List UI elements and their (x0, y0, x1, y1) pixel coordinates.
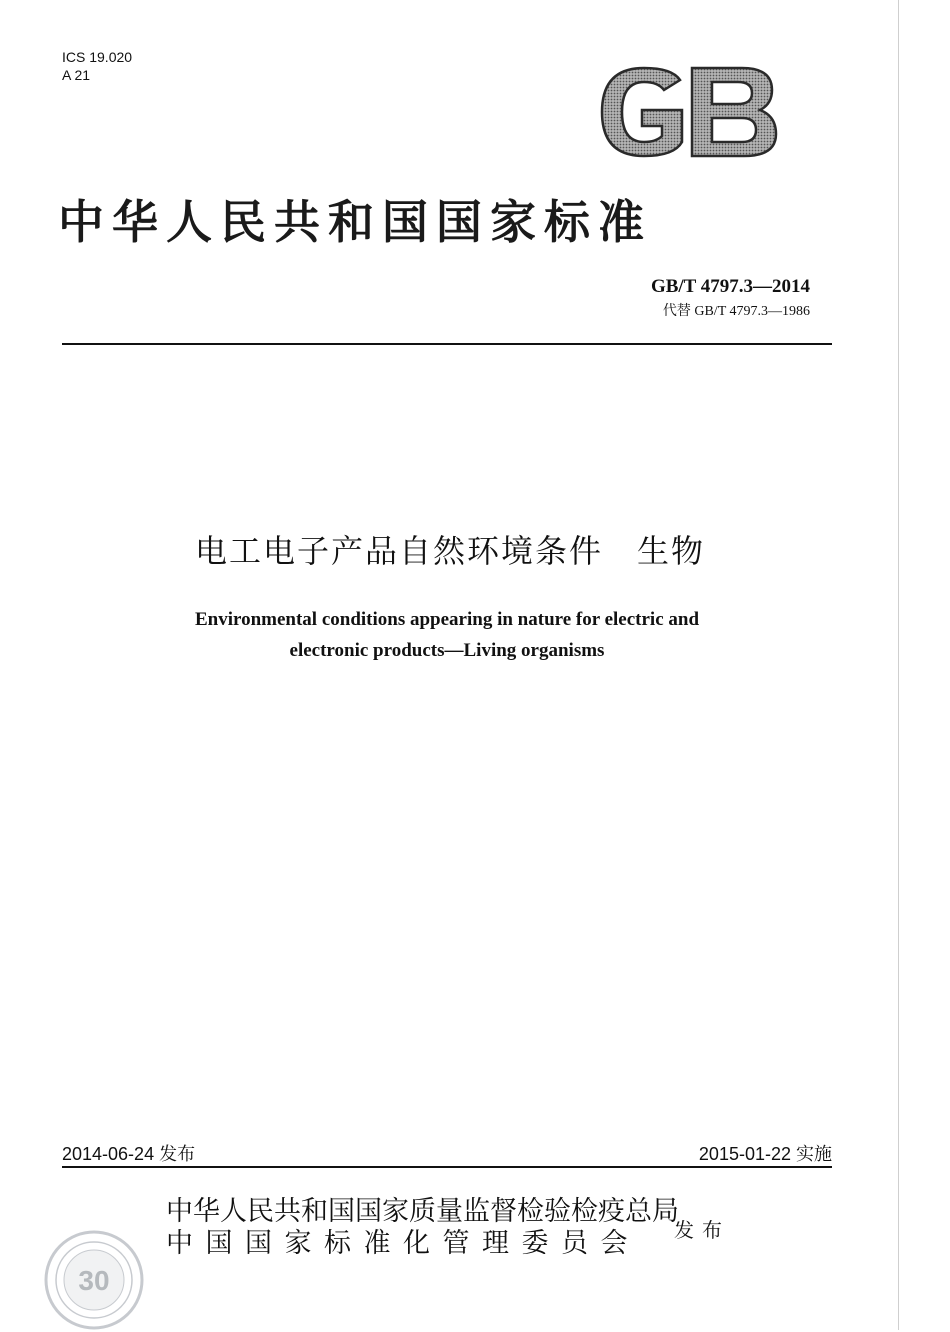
class-code: A 21 (62, 67, 91, 83)
issuer-aqsiq: 中华人民共和国国家质量监督检验检疫总局 (166, 1196, 679, 1227)
replaces-note: 代替 GB/T 4797.3—1986 (662, 304, 810, 319)
issuing-authorities (166, 1196, 679, 1260)
classification-codes (62, 48, 132, 84)
publish-label: 发布 (674, 1218, 730, 1242)
ics-code: ICS 19.020 (62, 49, 133, 65)
document-title-en (0, 604, 894, 666)
issuer-sac: 中国国家标准化管理委员会 (166, 1228, 640, 1259)
page-edge-line (898, 0, 899, 1330)
issue-date: 2014-06-24 发布 (62, 1144, 196, 1164)
gb-logo-text: GB (592, 62, 594, 63)
seal-text: 30 (78, 1265, 110, 1296)
document-title-cn: 电工电子产品自然环境条件 生物 (194, 532, 705, 570)
national-standard-heading: 中华人民共和国国家标准 (58, 195, 652, 249)
title-en-line-1: Environmental conditions appearing in nature for electric and (194, 609, 700, 630)
footer-rule (62, 1166, 832, 1168)
standard-number: GB/T 4797.3—2014 (650, 276, 810, 297)
header-rule (62, 343, 832, 345)
title-en-line-2: electronic products—Living organisms (289, 640, 605, 661)
standard-number-block (651, 276, 810, 320)
gb-logo (592, 62, 782, 162)
implementation-date: 2015-01-22 实施 (698, 1144, 832, 1164)
anti-counterfeit-seal-icon (42, 1228, 146, 1332)
